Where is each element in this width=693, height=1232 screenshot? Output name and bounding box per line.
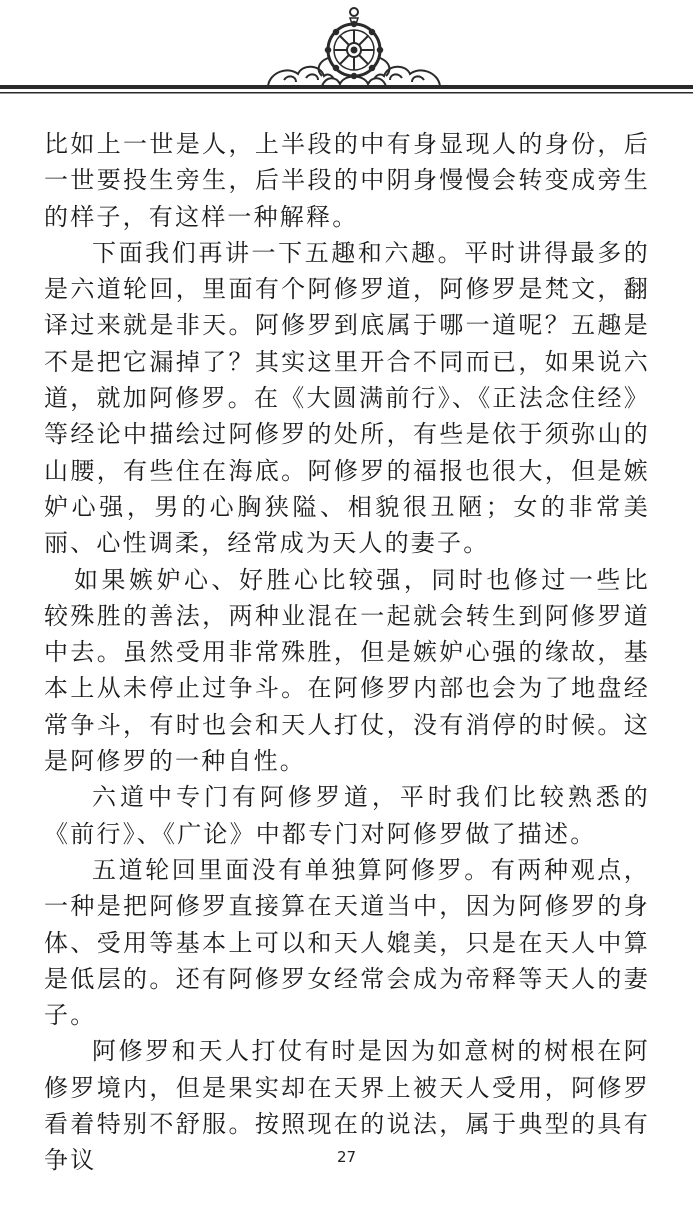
page-number: 27 [336,1148,357,1166]
paragraph-6: 阿修罗和天人打仗有时是因为如意树的树根在阿修罗境内，但是果实却在天界上被天人受用，阿修罗看着特别不舒服。按照现在的说法，属于典型的具有争议 [44,1037,650,1175]
paragraph-5: 五道轮回里面没有单独算阿修罗。有两种观点，一种是把阿修罗直接算在天道当中，因为阿修罗的身体、受用等基本上可以和天人媲美，只是在天人中算是低层的。还有阿修罗女经常会成为帝释等天人的妻子。 [44,855,650,1030]
page-header [0,0,693,110]
paragraph-2: 下面我们再讲一下五趣和六趣。平时讲得最多的是六道轮回，里面有个阿修罗道，阿修罗是梵文，翻译过来就是非天。阿修罗到底属于哪一道呢？五趣是不是把它漏掉了？其实这里开合不同而已，如果说六道，就加阿修罗。在《大圆满前行》、《正法念住经》等经论中描绘过阿修罗的处所，有些是依于须弥山的山腰，有些住在海底。阿修罗的福报也很大，但是嫉妒心强，男的心胸狭隘、相貌很丑陋；女的非常美丽、心性调柔，经常成为天人的妻子。 [44,238,650,558]
paragraph-3: 如果嫉妒心、好胜心比较强，同时也修过一些比较殊胜的善法，两种业混在一起就会转生到阿修罗道中去。虽然受用非常殊胜，但是嫉妒心强的缘故，基本上从未停止过争斗。在阿修罗内部也会为了地盘经常争斗，有时也会和天人打仗，没有消停的时候。这是阿修罗的一种自性。 [44,565,650,776]
header-ornament [0,0,693,110]
paragraph-4: 六道中专门有阿修罗道，平时我们比较熟悉的《前行》、《广论》中都专门对阿修罗做了描述。 [44,783,650,848]
paragraph-1: 比如上一世是人，上半段的中有身显现人的身份，后一世要投生旁生，后半段的中阴身慢慢会转变成旁生的样子，有这样一种解释。 [44,130,650,231]
main-text [44,126,650,1179]
header-rule-thin [0,92,693,94]
